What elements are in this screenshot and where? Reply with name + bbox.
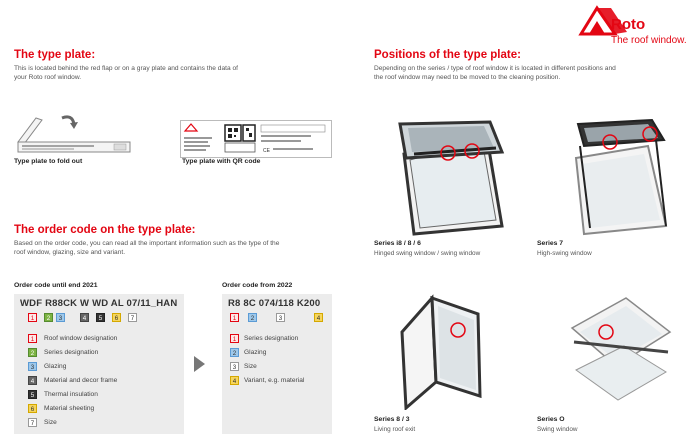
old-legend-item: Roof window designation: [44, 335, 118, 342]
new-code-title: Order code from 2022: [222, 282, 293, 289]
window-image-series-i8: [390, 118, 510, 236]
fold-out-plate-image: [14, 112, 134, 160]
new-order-code: R8 8C 074/118 K200: [228, 298, 321, 309]
new-code-badge-4: 4: [314, 313, 323, 322]
old-legend-badge-7: 7: [28, 418, 37, 427]
order-text-1: Based on the order code, you can read all the important information such as the type of the: [14, 240, 280, 247]
window-image-series-o: [566, 292, 676, 410]
old-code-badge-7: 7: [128, 313, 137, 322]
new-legend-item: Size: [244, 363, 257, 370]
old-code-badge-4: 4: [80, 313, 89, 322]
window-3-series: Series 8 / 3: [374, 416, 410, 423]
new-code-badge-2: 2: [248, 313, 257, 322]
window-image-series-8-3: [392, 292, 492, 410]
old-order-code: WDF R88CK W WD AL 07/11_HAN: [20, 298, 178, 309]
new-legend-badge-2: 2: [230, 348, 239, 357]
old-code-badge-1: 1: [28, 313, 37, 322]
brand-name: Roto: [611, 16, 646, 33]
window-2-desc: High-swing window: [537, 250, 592, 257]
order-text-2: roof window, glazing, size and variant.: [14, 249, 126, 256]
arrow-right-icon: [194, 356, 205, 372]
type-plate-heading: The type plate:: [14, 49, 96, 61]
window-1-series: Series i8 / 8 / 6: [374, 240, 421, 247]
brand-tagline: The roof window.: [611, 35, 687, 46]
old-legend-badge-1: 1: [28, 334, 37, 343]
positions-text-2: the roof window may need to be moved to the cleaning position.: [374, 74, 561, 81]
old-legend-item: Series designation: [44, 349, 99, 356]
positions-text-1: Depending on the series / type of roof window it is located in different positions and: [374, 65, 616, 72]
window-3-desc: Living roof exit: [374, 426, 416, 433]
new-legend-item: Glazing: [244, 349, 267, 356]
caption-qr-plate: Type plate with QR code: [182, 158, 261, 165]
type-plate-text-2: your Roto roof window.: [14, 74, 82, 81]
old-code-badge-6: 6: [112, 313, 121, 322]
type-plate-text-1: This is located behind the red flap or on a gray plate and contains the data of: [14, 65, 238, 72]
old-legend-item: Material sheeting: [44, 405, 95, 412]
new-code-badge-1: 1: [230, 313, 239, 322]
positions-heading: Positions of the type plate:: [374, 49, 521, 61]
new-legend-badge-4: 4: [230, 376, 239, 385]
new-legend-item: Series designation: [244, 335, 299, 342]
old-code-badge-3: 3: [56, 313, 65, 322]
svg-text:CE: CE: [263, 148, 270, 154]
old-legend-badge-6: 6: [28, 404, 37, 413]
window-image-series-7: [562, 118, 672, 236]
old-code-title: Order code until end 2021: [14, 282, 98, 289]
new-legend-item: Variant, e.g. material: [244, 377, 305, 384]
old-legend-item: Size: [44, 419, 57, 426]
caption-fold-out: Type plate to fold out: [14, 158, 83, 165]
new-legend-badge-1: 1: [230, 334, 239, 343]
window-2-series: Series 7: [537, 240, 564, 247]
order-heading: The order code on the type plate:: [14, 224, 196, 236]
old-legend-item: Glazing: [44, 363, 67, 370]
window-4-desc: Swing window: [537, 426, 578, 433]
window-4-series: Series O: [537, 416, 565, 423]
old-code-badge-5: 5: [96, 313, 105, 322]
old-legend-badge-4: 4: [28, 376, 37, 385]
old-code-badge-2: 2: [44, 313, 53, 322]
old-legend-badge-5: 5: [28, 390, 37, 399]
old-legend-badge-3: 3: [28, 362, 37, 371]
window-1-desc: Hinged swing window / swing window: [374, 250, 481, 257]
new-code-badge-3: 3: [276, 313, 285, 322]
qr-type-plate-image: [180, 120, 332, 158]
old-legend-item: Material and decor frame: [44, 377, 118, 384]
new-legend-badge-3: 3: [230, 362, 239, 371]
old-legend-badge-2: 2: [28, 348, 37, 357]
old-legend-item: Thermal insulation: [44, 391, 98, 398]
